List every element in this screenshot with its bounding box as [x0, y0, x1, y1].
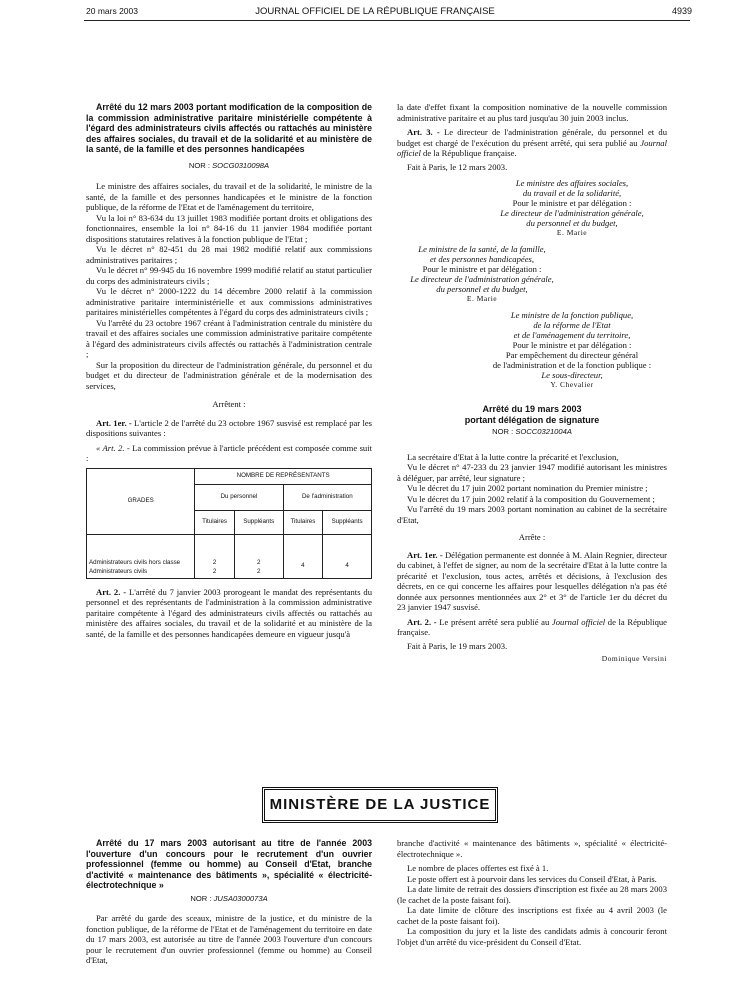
left-column	[86, 102, 372, 639]
decree-2-header	[397, 404, 667, 425]
journal-officiel-ref: Journal officiel	[397, 137, 667, 158]
article-2-text: L'arrêté du 7 janvier 2003 prorogeant le mandat des représentants du personnel et des représentants de l'administration à la commission administrative paritaire compétente à l'égard des administrateurs civils affectés ou rattachés au ministère des affaires sociales, du travail et de la solidarité et au ministère de la santé, de la famille et des personnes handicapées demeure en vigueur jusqu'à	[86, 586, 372, 639]
decree-3-body: Par arrêté du garde des sceaux, ministre de la justice, et du ministre de la fonction publique, de la réforme de l'Etat et de l'aménagement du territoire en date du 17 mars 2003, est autorisée au titre de l'année 2003 l'ouverture d'un concours pour le recrutement d'un ouvrier professionnel (femme ou homme) au Conseil d'Etat,	[86, 913, 372, 965]
d2-article-1	[397, 550, 667, 613]
nor-code: JUSA0300073A	[213, 893, 268, 903]
nor-label: NOR :	[190, 893, 212, 903]
arretent-heading: Arrêtent :	[212, 399, 246, 409]
d2-visa-3: Vu le décret du 17 juin 2002 relatif à la composition du Gouvernement ;	[407, 493, 655, 504]
sig3-line: Pour le ministre et par délégation :	[512, 340, 632, 350]
value: 2	[212, 558, 217, 566]
running-header	[58, 4, 692, 20]
nor-reference	[86, 161, 372, 172]
article-2	[86, 587, 372, 640]
personnel-titulaires	[195, 534, 235, 578]
arrete-heading: Arrête :	[518, 532, 546, 542]
d2-article-1-text: Délégation permanente est donnée à M. Alain Regnier, directeur du cabinet, à l'effet de signer, au nom de la secrétaire d'Etat à la lutte contre la précarité et l'exclusion, tous actes, arrêtés et décisions, à l'exclusion des décrets, en ce qui concerne les affaires pour lesquelles délégation n'a pas été donnée aux personnes mentionnées aux 2° et 3° de l'article 1er du décret du 23 janvier 1947 susvisé.	[397, 549, 667, 612]
d2-article-2-text-end: de la République française.	[397, 616, 667, 637]
article-2-quoted-label: « Art. 2. -	[96, 442, 130, 453]
value: 2	[257, 567, 261, 575]
article-1-text: L'article 2 de l'arrêté du 23 octobre 1967 susvisé est remplacé par les dispositions suivantes :	[86, 417, 372, 438]
admin-titulaires: 4	[283, 534, 323, 578]
bottom-left-column	[86, 838, 372, 966]
sig2-line: Le directeur de l'administration générale,	[410, 274, 554, 284]
visa-4: Vu le décret n° 2000-1222 du 14 décembre 2000 relatif à la commission administrative paritaire interministérielle et aux commissions administratives paritaires ministérielles compétentes à l'égard du corps des administrateurs civils ;	[86, 286, 372, 317]
post-location: Le poste offert est à pourvoir dans les services du Conseil d'Etat, à Paris.	[407, 873, 657, 884]
decree-2-title: Arrêté du 19 mars 2003	[482, 404, 582, 414]
page-number: 4939	[671, 6, 692, 16]
article-2-quoted-text: La commission prévue à l'article précédent est composée comme suit :	[86, 442, 372, 463]
article-3-text-end: de la République française.	[423, 148, 517, 158]
col-suppleants-1: Suppléants	[234, 510, 283, 534]
article-2-continued: la date d'effet fixant la composition nominative de la nouvelle commission administrative paritaire et au plus tard jusqu'au 30 juin 2003 inclus.	[397, 102, 667, 123]
sig3-line: et de l'aménagement du territoire,	[513, 330, 631, 340]
d2-article-2-text: Le présent arrêté sera publié au	[439, 616, 550, 627]
journal-title: JOURNAL OFFICIEL DE LA RÉPUBLIQUE FRANÇAISE	[255, 6, 495, 17]
article-1-label: Art. 1er. -	[96, 417, 132, 428]
places-offered: Le nombre de places offertes est fixé à 1.	[407, 863, 549, 873]
visa-2: Vu le décret n° 82-451 du 28 mai 1982 modifié relatif aux commissions administratives paritaires ;	[86, 244, 372, 265]
sig2-name: E. Marie	[466, 294, 498, 303]
sig2-line: Pour le ministre et par délégation :	[422, 264, 542, 274]
visa-5: Vu l'arrêté du 23 octobre 1967 créant à l'administration centrale du ministère du travail et des affaires sociales une commission administrative paritaire compétente à l'égard des administrateurs civils affectés ou rattachés à l'administration centrale ;	[86, 317, 372, 359]
preamble: Le ministre des affaires sociales, du travail et de la solidarité, le ministre de la santé, de la famille et des personnes handicapées et le ministre de la fonction publique, de la réforme de l'Etat et de l'aménagement du territoire,	[86, 181, 372, 212]
registration-deadline: La date limite de clôture des inscriptions est fixée au 4 avril 2003 (le cachet de la poste faisant foi).	[397, 905, 667, 926]
sig3-line: Le sous-directeur,	[541, 370, 603, 380]
d2-article-2-label: Art. 2. -	[407, 616, 437, 627]
grade-admin-civils: Administrateurs civils	[89, 567, 148, 575]
grade-cell	[87, 534, 195, 578]
value: 2	[212, 567, 217, 575]
signature-block-1	[467, 178, 667, 238]
right-column	[397, 102, 667, 665]
sig2-line: du personnel et du budget,	[436, 284, 528, 294]
signature-block-2	[382, 244, 572, 304]
visa-6: Sur la proposition du directeur de l'administration générale, du personnel et du budget et du directeur de l'administration générale et de la modernisation des services,	[86, 359, 372, 391]
col-suppleants-2: Suppléants	[323, 510, 372, 534]
d2-visa-1: Vu le décret n° 47-233 du 23 janvier 1947 modifié autorisant les ministres à déléguer, par arrêté, leur signature ;	[397, 462, 667, 483]
sig2-line: Le ministre de la santé, de la famille,	[418, 244, 546, 254]
grade-hors-classe: Administrateurs civils hors classe	[89, 558, 181, 566]
signatory: Dominique Versini	[601, 654, 667, 663]
signature-block-3	[467, 310, 667, 390]
d2-article-2	[397, 617, 667, 638]
header-rule	[84, 20, 690, 21]
nor-code: SOCC0321004A	[515, 427, 572, 436]
sig2-line: et des personnes handicapées,	[429, 254, 535, 264]
value: 2	[257, 558, 261, 566]
sig3-name: Y. Chevalier	[550, 380, 594, 389]
article-2-label: Art. 2. -	[96, 586, 127, 597]
sig1-line: Pour le ministre et par délégation :	[512, 198, 632, 208]
jury-composition: La composition du jury et la liste des candidats admis à concourir feront l'objet d'un arrêté du vice-président du Conseil d'Etat.	[397, 926, 667, 947]
decree-3-continued: branche d'activité « maintenance des bâtiments », spécialité « électricité-électrotechnique ».	[397, 838, 667, 859]
col-titulaires-2: Titulaires	[283, 510, 323, 534]
col-nombre: NOMBRE DE REPRÉSENTANTS	[195, 468, 372, 484]
d2-article-1-label: Art. 1er. -	[407, 549, 443, 560]
col-personnel: Du personnel	[195, 484, 283, 510]
col-titulaires-1: Titulaires	[195, 510, 235, 534]
article-1	[86, 418, 372, 439]
sig1-line: Le directeur de l'administration générale,	[500, 208, 644, 218]
sig3-line: Le ministre de la fonction publique,	[510, 310, 634, 320]
representatives-table	[86, 468, 372, 579]
col-administration: De l'administration	[283, 484, 371, 510]
decree-2-subtitle: portant délégation de signature	[464, 414, 600, 425]
fait-a-paris: Fait à Paris, le 12 mars 2003.	[407, 161, 508, 172]
sig3-line: de l'administration et de la fonction publique :	[492, 360, 652, 370]
nor-label: NOR :	[188, 160, 210, 170]
nor-code: SOCG0310098A	[212, 160, 270, 170]
sig1-line: Le ministre des affaires sociales,	[515, 178, 629, 188]
decree-3-title: Arrêté du 17 mars 2003 autorisant au titre de l'année 2003 l'ouverture d'un concours pour le recrutement d'un ouvrier professionnel (femme ou homme) au Conseil d'Etat, branche d'activité « maintenance des bâtiments », spécialité « électricité-électrotechnique »	[86, 838, 372, 890]
article-3	[397, 127, 667, 159]
personnel-suppleants	[234, 534, 283, 578]
sig3-line: Par empêchement du directeur général	[505, 350, 639, 360]
sig1-name: E. Marie	[556, 228, 588, 237]
nor-reference-2	[397, 427, 667, 438]
admin-suppleants: 4	[323, 534, 372, 578]
visa-3: Vu le décret n° 99-945 du 16 novembre 1999 modifié relatif au statut particulier du corps des administrateurs civils ;	[86, 265, 372, 286]
col-grades: GRADES	[87, 468, 195, 534]
sig1-line: du personnel et du budget,	[526, 218, 618, 228]
nor-label: NOR :	[492, 427, 514, 436]
bottom-right-column	[397, 838, 667, 947]
visa-1: Vu la loi n° 83-634 du 13 juillet 1983 modifiée portant droits et obligations des fonctionnaires, ensemble la loi n° 84-16 du 11 janvier 1984 modifiée portant dispositions statutaires relatives à la fonction publique de l'Etat ;	[86, 212, 372, 244]
article-3-text: Le directeur de l'administration générale, du personnel et du budget est chargé de l'exécution du présent arrêté, qui sera publié au	[397, 127, 667, 148]
d2-visa-4: Vu l'arrêté du 19 mars 2003 portant nomination au cabinet de la secrétaire d'Etat,	[397, 504, 667, 525]
fait-a-paris-2: Fait à Paris, le 19 mars 2003.	[407, 640, 508, 651]
nor-reference-3	[86, 894, 372, 905]
journal-officiel-ref: Journal officiel	[551, 616, 606, 627]
d2-visa-2: Vu le décret du 17 juin 2002 portant nomination du Premier ministre ;	[407, 483, 648, 493]
sig1-line: du travail et de la solidarité,	[522, 188, 622, 198]
ministry-section-heading: MINISTÈRE DE LA JUSTICE	[262, 787, 498, 823]
header-date: 20 mars 2003	[86, 6, 138, 16]
table-row	[87, 534, 372, 578]
decree-title: Arrêté du 12 mars 2003 portant modification de la composition de la commission administrative paritaire ministérielle compétente à l'égard des administrateurs civils affectés ou rattachés au ministère des affaires sociales, du travail et de la solidarité et au ministère de la santé, de la famille et des personnes handicapées	[86, 102, 372, 154]
article-3-label: Art. 3. -	[407, 127, 440, 137]
article-2-quoted	[86, 443, 372, 464]
d2-preamble: La secrétaire d'Etat à la lutte contre la précarité et l'exclusion,	[407, 451, 619, 462]
sig3-line: de la réforme de l'Etat	[533, 320, 611, 330]
withdrawal-deadline: La date limite de retrait des dossiers d'inscription est fixée au 28 mars 2003 (le cachet de la poste faisant foi).	[397, 884, 667, 905]
